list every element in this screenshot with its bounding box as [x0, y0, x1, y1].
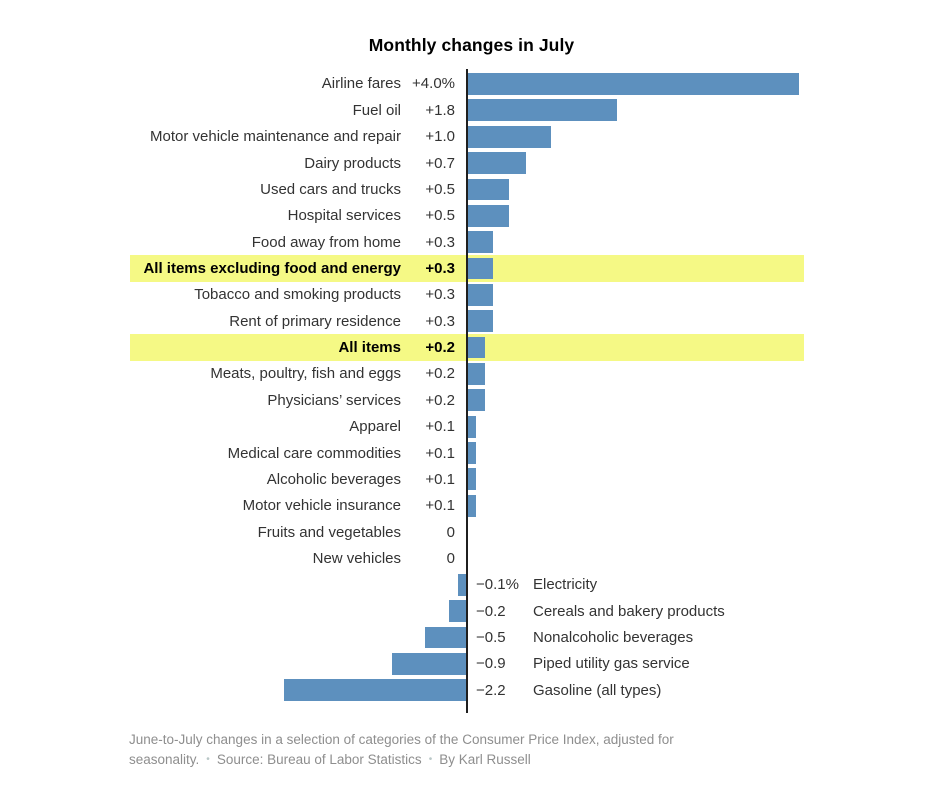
category-label: Nonalcoholic beverages — [533, 629, 694, 647]
bar — [468, 205, 509, 227]
value-label: +0.2 — [425, 391, 455, 409]
value-label: +0.3 — [425, 312, 455, 330]
row-label-group — [0, 334, 455, 360]
bar — [468, 126, 551, 148]
chart-row — [0, 493, 943, 519]
row-label-group — [476, 598, 725, 624]
value-label: +4.0% — [412, 75, 455, 93]
value-label: +0.3 — [425, 233, 455, 251]
bar — [468, 258, 493, 280]
row-label-group — [0, 466, 455, 492]
chart-row — [0, 97, 943, 123]
row-label-group — [0, 440, 455, 466]
row-label-group — [0, 71, 455, 97]
bar — [468, 363, 485, 385]
row-label-group — [0, 229, 455, 255]
footer-line-2 — [129, 750, 829, 770]
category-label: Airline fares — [321, 75, 401, 93]
chart-title: Monthly changes in July — [368, 35, 575, 55]
row-label-group — [0, 308, 455, 334]
category-label: Tobacco and smoking products — [194, 286, 401, 304]
category-label: Alcoholic beverages — [266, 470, 401, 488]
bar — [468, 284, 493, 306]
category-label: Apparel — [349, 418, 401, 436]
row-label-group — [0, 124, 455, 150]
category-label: Gasoline (all types) — [533, 681, 662, 699]
bar — [468, 99, 617, 121]
bar — [468, 389, 485, 411]
chart-row — [0, 229, 943, 255]
row-label-group — [0, 413, 455, 439]
chart-row — [0, 176, 943, 202]
chart-row — [0, 387, 943, 413]
row-label-group — [476, 677, 661, 703]
row-label-group — [0, 282, 455, 308]
row-label-group — [476, 572, 597, 598]
chart-row — [0, 203, 943, 229]
row-label-group — [476, 651, 690, 677]
chart-row — [0, 624, 943, 650]
chart-row — [0, 361, 943, 387]
row-label-group — [0, 150, 455, 176]
category-label: Motor vehicle maintenance and repair — [150, 128, 401, 146]
chart-row — [0, 124, 943, 150]
chart-row — [0, 255, 943, 281]
row-label-group — [0, 545, 455, 571]
category-label: All items excluding food and energy — [143, 259, 401, 277]
value-label: +0.1 — [425, 470, 455, 488]
row-label-group — [0, 387, 455, 413]
chart-row — [0, 519, 943, 545]
value-label: +1.8 — [425, 101, 455, 119]
category-label: Cereals and bakery products — [533, 602, 725, 620]
bar — [468, 73, 799, 95]
chart-row — [0, 308, 943, 334]
y-axis-line — [466, 69, 468, 713]
bar — [449, 600, 466, 622]
chart-row — [0, 572, 943, 598]
category-label: Hospital services — [287, 207, 401, 225]
value-label: −0.1% — [476, 576, 519, 594]
value-label: +0.5 — [425, 207, 455, 225]
value-label: +1.0 — [425, 128, 455, 146]
bar — [468, 231, 493, 253]
value-label: +0.1 — [425, 497, 455, 515]
category-label: Piped utility gas service — [533, 655, 690, 673]
bar — [425, 627, 466, 649]
chart-rows — [0, 71, 943, 704]
chart-row — [0, 413, 943, 439]
category-label: Meats, poultry, fish and eggs — [210, 365, 401, 383]
category-label: Food away from home — [251, 233, 401, 251]
value-label: +0.1 — [425, 418, 455, 436]
category-label: Dairy products — [304, 154, 401, 172]
value-label: +0.1 — [425, 444, 455, 462]
value-label: +0.3 — [425, 286, 455, 304]
category-label: Electricity — [533, 576, 598, 594]
chart-row — [0, 651, 943, 677]
bar — [468, 495, 476, 517]
chart-row — [0, 150, 943, 176]
row-label-group — [0, 97, 455, 123]
category-label: Used cars and trucks — [260, 180, 401, 198]
row-label-group — [0, 493, 455, 519]
row-label-group — [0, 519, 455, 545]
footer-source: Source: Bureau of Labor Statistics — [216, 751, 422, 767]
category-label: Motor vehicle insurance — [242, 497, 401, 515]
value-label: +0.3 — [425, 259, 455, 277]
bar — [284, 679, 466, 701]
chart-row — [0, 545, 943, 571]
footer-byline: By Karl Russell — [439, 751, 531, 767]
value-label: +0.5 — [425, 180, 455, 198]
bullet-separator-icon: • — [206, 754, 210, 765]
chart-row — [0, 440, 943, 466]
category-label: Physicians’ services — [267, 391, 401, 409]
value-label: +0.7 — [425, 154, 455, 172]
value-label: −0.9 — [476, 655, 506, 673]
row-label-group — [476, 624, 693, 650]
bar — [468, 442, 476, 464]
bar — [458, 574, 466, 596]
value-label: −0.5 — [476, 629, 506, 647]
chart-row — [0, 334, 943, 360]
chart-row — [0, 677, 943, 703]
bar — [468, 310, 493, 332]
value-label: +0.2 — [425, 339, 455, 357]
value-label: −2.2 — [476, 681, 506, 699]
row-label-group — [0, 255, 455, 281]
footer-seasonality: seasonality. — [129, 751, 200, 767]
bar — [468, 337, 485, 359]
category-label: Medical care commodities — [227, 444, 401, 462]
chart-row — [0, 598, 943, 624]
bar — [468, 152, 526, 174]
row-label-group — [0, 176, 455, 202]
bar — [468, 416, 476, 438]
chart-row — [0, 466, 943, 492]
category-label: Rent of primary residence — [229, 312, 401, 330]
chart-row — [0, 71, 943, 97]
chart-row — [0, 282, 943, 308]
row-label-group — [0, 203, 455, 229]
bar — [392, 653, 466, 675]
footer-note — [129, 730, 829, 770]
footer-line-1: June-to-July changes in a selection of categories of the Consumer Price Index, adjusted for — [129, 732, 674, 747]
bar — [468, 179, 509, 201]
bullet-separator-icon: • — [428, 754, 433, 765]
category-label: Fruits and vegetables — [257, 523, 401, 541]
value-label: −0.2 — [476, 602, 506, 620]
category-label: Fuel oil — [352, 101, 401, 119]
bar — [468, 468, 476, 490]
category-label: New vehicles — [312, 549, 401, 567]
category-label: All items — [338, 339, 401, 357]
row-label-group — [0, 361, 455, 387]
value-label: 0 — [446, 549, 455, 567]
value-label: +0.2 — [425, 365, 455, 383]
value-label: 0 — [446, 523, 455, 541]
